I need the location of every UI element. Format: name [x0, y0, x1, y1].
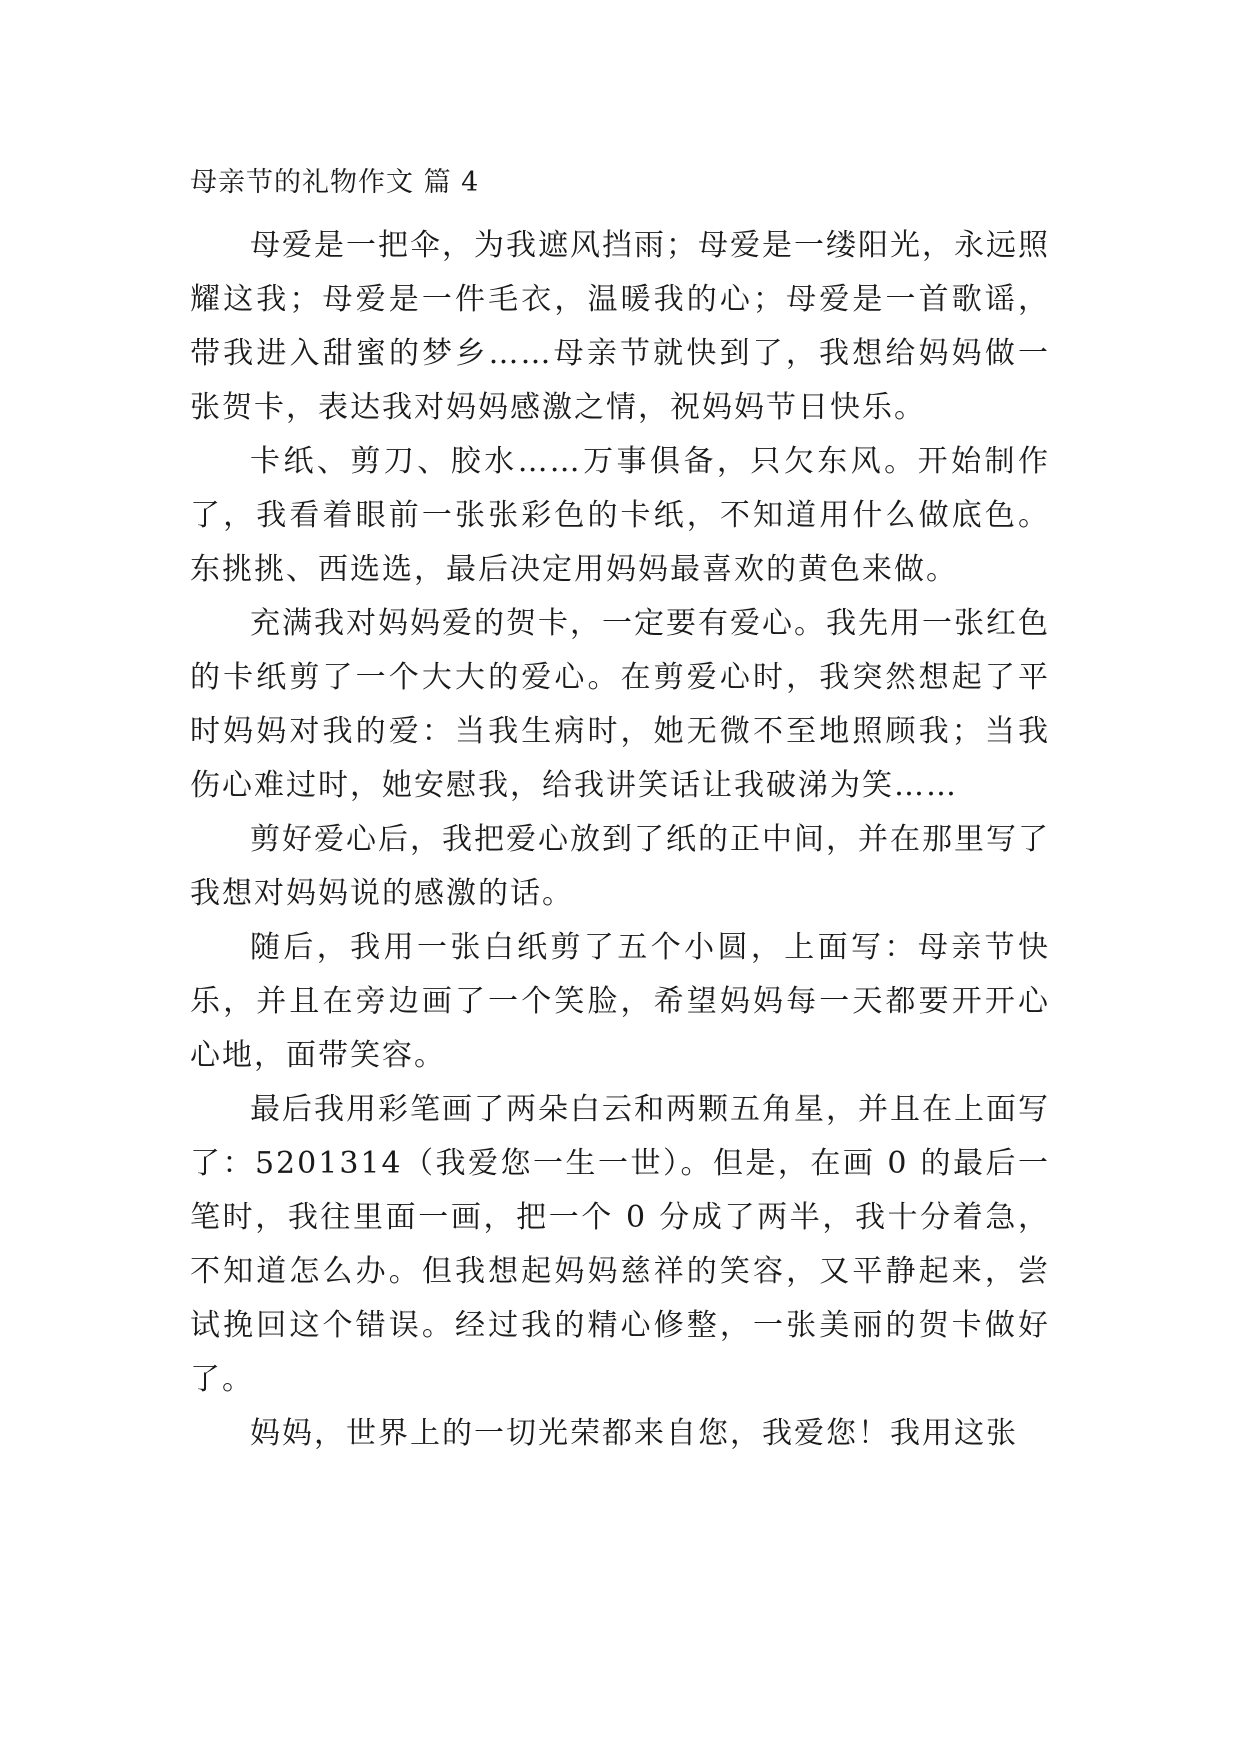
paragraph: 妈妈，世界上的一切光荣都来自您，我爱您！我用这张: [250, 1416, 1018, 1451]
paragraph: 最后我用彩笔画了两朵白云和两颗五角星，并且在上面写了：5201314（我爱您一生一世）。但是，在画 0 的最后一笔时，我往里面一画，把一个 0 分成了两半，我十分着急，不知道怎么办。但我想起妈妈慈祥的笑容，又平静起来，尝试挽回这个错误。经过我的精心修整，一张美丽的贺卡做好了。: [190, 1092, 1050, 1397]
paragraph: 充满我对妈妈爱的贺卡，一定要有爱心。我先用一张红色的卡纸剪了一个大大的爱心。在剪爱心时，我突然想起了平时妈妈对我的爱：当我生病时，她无微不至地照顾我；当我伤心难过时，她安慰我，给我讲笑话让我破涕为笑……: [190, 606, 1050, 803]
paragraph: 随后，我用一张白纸剪了五个小圆，上面写：母亲节快乐，并且在旁边画了一个笑脸，希望妈妈每一天都要开开心心地，面带笑容。: [190, 930, 1050, 1073]
document-body: [190, 219, 1050, 1461]
paragraph: 母爱是一把伞，为我遮风挡雨；母爱是一缕阳光，永远照耀这我；母爱是一件毛衣，温暖我的心；母爱是一首歌谣，带我进入甜蜜的梦乡……母亲节就快到了，我想给妈妈做一张贺卡，表达我对妈妈感激之情，祝妈妈节日快乐。: [190, 228, 1050, 425]
paragraph: 剪好爱心后，我把爱心放到了纸的正中间，并在那里写了我想对妈妈说的感激的话。: [190, 822, 1050, 911]
document-title: 母亲节的礼物作文 篇 4: [190, 167, 480, 198]
paragraph: 卡纸、剪刀、胶水……万事俱备，只欠东风。开始制作了，我看着眼前一张张彩色的卡纸，不知道用什么做底色。东挑挑、西选选，最后决定用妈妈最喜欢的黄色来做。: [190, 444, 1050, 587]
